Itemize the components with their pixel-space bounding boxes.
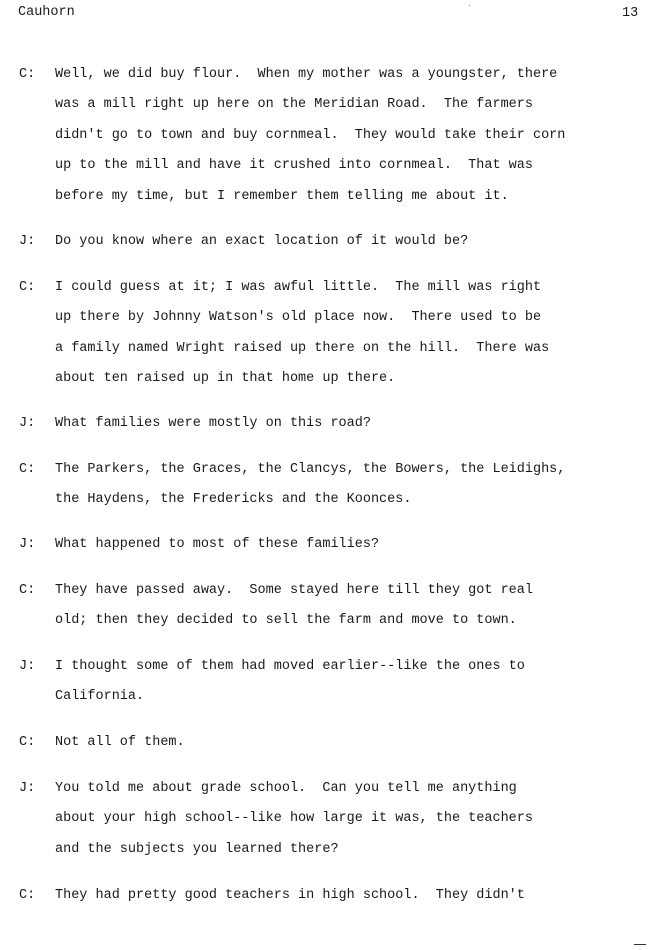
- transcript-line: What families were mostly on this road?: [55, 416, 371, 431]
- speaker-label: J:: [19, 659, 36, 674]
- transcript-line: Well, we did buy flour. When my mother was a youngster, there: [55, 67, 558, 82]
- scan-speck: [469, 5, 470, 6]
- speaker-label: C:: [19, 735, 36, 750]
- speaker-label: C:: [19, 280, 36, 295]
- transcript-line: a family named Wright raised up there on the hill. There was: [55, 340, 550, 356]
- transcript-line: You told me about grade school. Can you tell me anything: [55, 781, 517, 796]
- transcript-line: about ten raised up in that home up there.: [55, 371, 396, 387]
- transcript-line: They have passed away. Some stayed here till they got real: [55, 583, 533, 598]
- transcript-line: I could guess at it; I was awful little. The mill was right: [55, 280, 542, 295]
- speaker-label: J:: [19, 234, 36, 249]
- transcript-line: the Haydens, the Fredericks and the Koonces.: [55, 492, 412, 508]
- speaker-label: J:: [19, 781, 36, 796]
- transcript-line: I thought some of them had moved earlier--like the ones to: [55, 659, 525, 674]
- speaker-label: J:: [19, 537, 36, 552]
- page-number: 13: [622, 6, 639, 21]
- transcript-line: What happened to most of these families?: [55, 537, 380, 552]
- speaker-label: J:: [19, 416, 36, 431]
- transcript-line: up there by Johnny Watson's old place now. There used to be: [55, 310, 542, 326]
- transcript-line: California.: [55, 689, 145, 705]
- transcript-line: didn't go to town and buy cornmeal. They would take their corn: [55, 127, 566, 143]
- transcript-line: The Parkers, the Graces, the Clancys, the Bowers, the Leidighs,: [55, 462, 566, 477]
- speaker-label: C:: [19, 67, 36, 82]
- transcript-line: about your high school--like how large it was, the teachers: [55, 811, 533, 827]
- speaker-label: C:: [19, 888, 36, 903]
- speaker-label: C:: [19, 583, 36, 598]
- page-header-name: Cauhorn: [18, 5, 75, 20]
- transcript-line: and the subjects you learned there?: [55, 841, 339, 857]
- transcript-line: old; then they decided to sell the farm and move to town.: [55, 613, 517, 629]
- transcript-line: They had pretty good teachers in high school. They didn't: [55, 888, 525, 903]
- speaker-label: C:: [19, 462, 36, 477]
- transcript-line: Do you know where an exact location of it would be?: [55, 234, 469, 249]
- transcript-line: up to the mill and have it crushed into cornmeal. That was: [55, 158, 533, 174]
- transcript-line: before my time, but I remember them telling me about it.: [55, 188, 509, 204]
- page-footer-dash: [634, 944, 646, 945]
- transcript-line: Not all of them.: [55, 735, 185, 750]
- transcript-line: was a mill right up here on the Meridian Road. The farmers: [55, 97, 533, 113]
